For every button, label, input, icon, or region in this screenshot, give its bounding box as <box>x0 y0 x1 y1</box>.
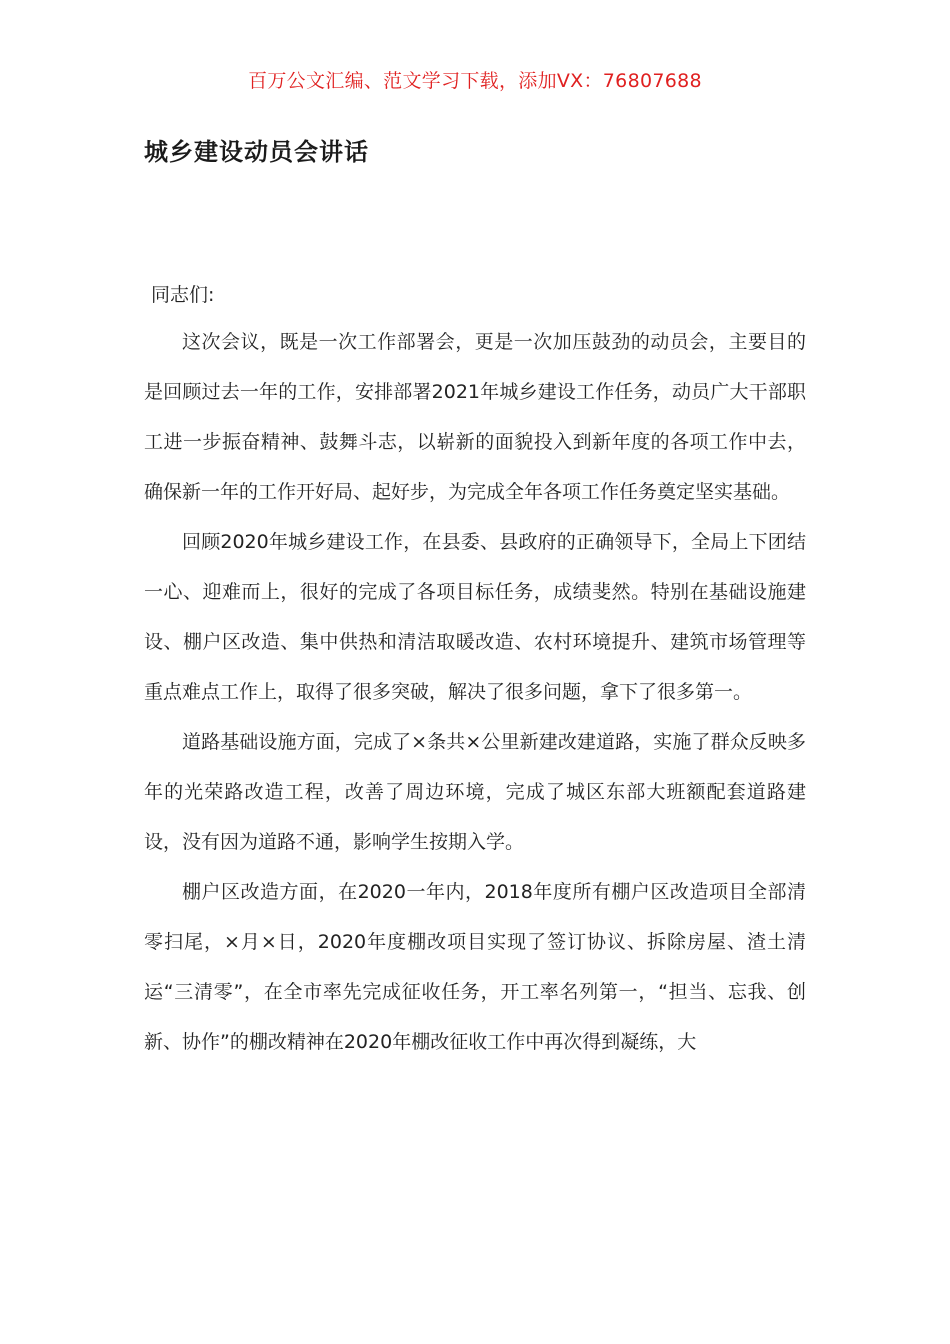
paragraph-shantytown: 棚户区改造方面，在2020一年内，2018年度所有棚户区改造项目全部清零扫尾，×月×日，2020年度棚改项目实现了签订协议、拆除房屋、渣土清运“三清零”，在全市率先完成征收任务，开工率名列第一，“担当、忘我、创新、协作”的棚改精神在2020年棚改征收工作中再次得到凝练，大 <box>144 881 806 1053</box>
document-title: 城乡建设动员会讲话 <box>144 138 369 166</box>
paragraph-review: 回顾2020年城乡建设工作，在县委、县政府的正确领导下，全局上下团结一心、迎难而上，很好的完成了各项目标任务，成绩斐然。特别在基础设施建设、棚户区改造、集中供热和清洁取暖改造、农村环境提升、建筑市场管理等重点难点工作上，取得了很多突破，解决了很多问题，拿下了很多第一。 <box>144 531 806 703</box>
document-body <box>144 317 806 1067</box>
paragraph-intro: 这次会议，既是一次工作部署会，更是一次加压鼓劲的动员会，主要目的是回顾过去一年的工作，安排部署2021年城乡建设工作任务，动员广大干部职工进一步振奋精神、鼓舞斗志，以崭新的面貌投入到新年度的各项工作中去，确保新一年的工作开好局、起好步，为完成全年各项工作任务奠定坚实基础。 <box>144 331 806 503</box>
paragraph-roads: 道路基础设施方面，完成了×条共×公里新建改建道路，实施了群众反映多年的光荣路改造工程，改善了周边环境，完成了城区东部大班额配套道路建设，没有因为道路不通，影响学生按期入学。 <box>144 731 806 853</box>
salutation: 同志们: <box>151 284 215 306</box>
promo-banner: 百万公文汇编、范文学习下载，添加VX：76807688 <box>248 70 702 92</box>
